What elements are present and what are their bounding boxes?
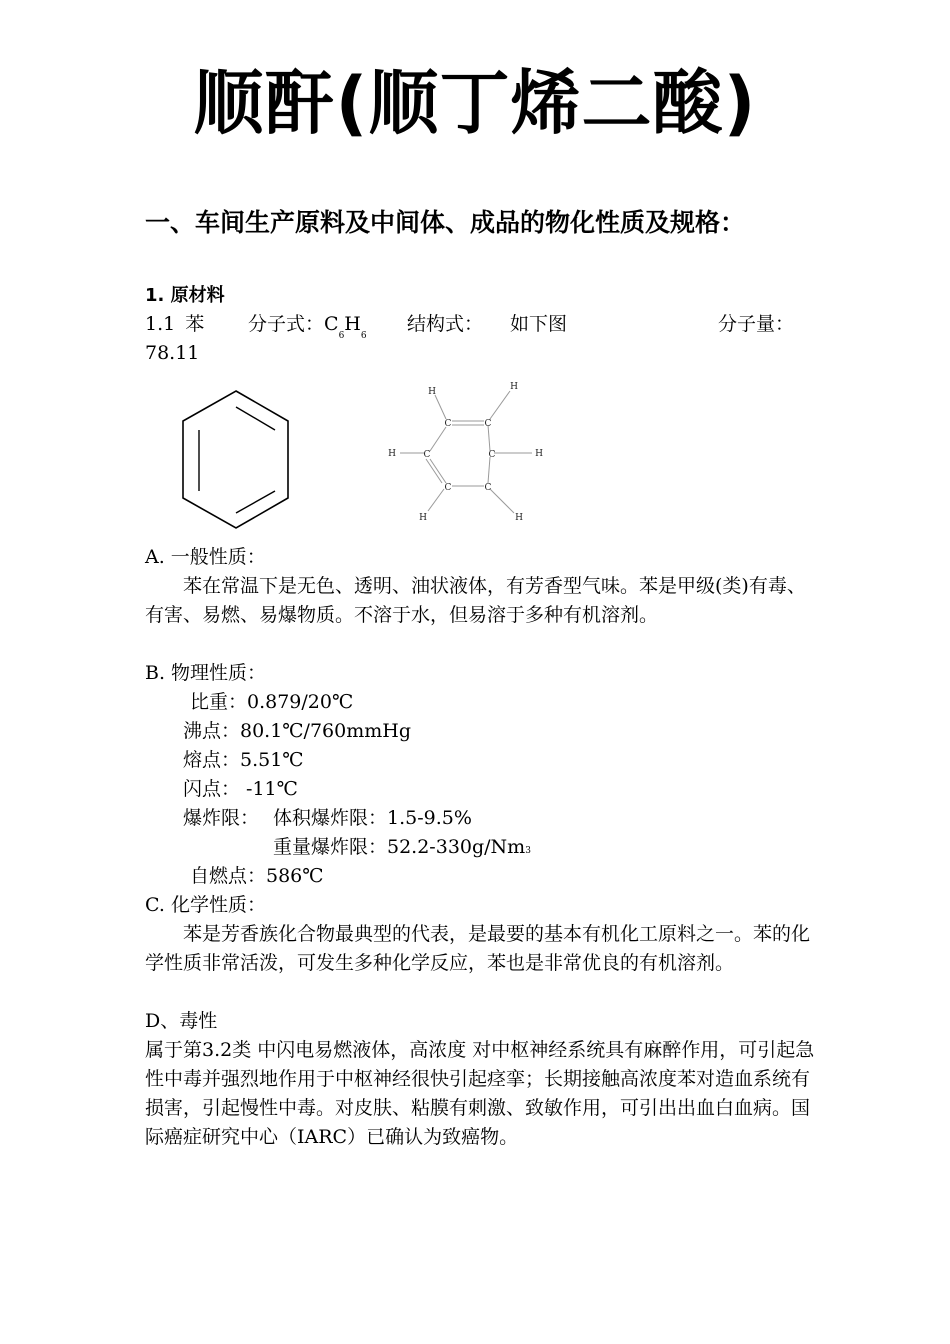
structure-label: 结构式： (407, 313, 484, 335)
hydrogen-atom: H (535, 449, 543, 459)
molecular-weight-label: 分子量： (718, 313, 795, 335)
hydrogen-atom: H (510, 382, 518, 392)
hydrogen-atom: H (515, 513, 523, 523)
general-properties-label: A. 一般性质： (145, 546, 266, 568)
carbon-atom: C (484, 483, 492, 493)
benzene-skeletal-structure (175, 385, 300, 540)
boiling-point: 沸点：80.1℃/760mmHg (183, 720, 411, 742)
item-number: 1.1 (145, 313, 176, 335)
toxicity-text: 属于第3.2类 中闪电易燃液体，高浓度 对中枢神经系统具有麻醉作用，可引起急性中毒并强烈地作用于中枢神经很快引起痉挛；长期接触高浓度苯对造血系统有损害，引起慢性中毒。对皮肤、粘膜有刺激、致敏作用，可引出出血白血病。国际癌症研究中心（IARC）已确认为致癌物。 (145, 1039, 815, 1148)
section-heading: 一、车间生产原料及中间体、成品的物化性质及规格： (145, 208, 746, 237)
physical-properties-label: B. 物理性质： (145, 662, 267, 684)
hydrogen-atom: H (419, 513, 427, 523)
structure-value: 如下图 (510, 313, 568, 335)
formula-hydrogen: H (344, 313, 361, 335)
specific-gravity: 比重：0.879/20℃ (190, 691, 354, 713)
general-properties-text: 苯在常温下是无色、透明、油状液体，有芳香型气味。苯是甲级(类)有毒、有害、易燃、易爆物质。不溶于水，但易溶于多种有机溶剂。 (145, 575, 806, 626)
document-title: 顺酐(顺丁烯二酸) (193, 62, 757, 144)
formula (248, 310, 367, 351)
explosion-limit-volume: 体积爆炸限：1.5-9.5% (273, 807, 472, 829)
benzene-structural-formula (380, 375, 550, 525)
carbon-atom: C (444, 419, 452, 429)
formula-carbon-subscript: 6 (338, 331, 345, 341)
molecular-weight-value: 78.11 (145, 342, 200, 364)
flash-point: 闪点： -11℃ (183, 778, 298, 800)
formula-carbon: C (324, 313, 339, 335)
chemical-properties-text: 苯是芳香族化合物最典型的代表，是最要的基本有机化工原料之一。苯的化学性质非常活泼，可发生多种化学反应，苯也是非常优良的有机溶剂。 (145, 923, 811, 974)
materials-heading-number: 1 (145, 285, 158, 306)
carbon-atom: C (444, 483, 452, 493)
melting-point: 熔点：5.51℃ (183, 749, 304, 771)
explosion-limit-weight-superscript: 3 (525, 846, 531, 856)
hydrogen-atom: H (428, 387, 436, 397)
item-name: 苯 (185, 313, 205, 335)
formula-label: 分子式： (248, 313, 325, 335)
chemical-properties-label: C. 化学性质： (145, 894, 266, 916)
carbon-atom: C (484, 419, 492, 429)
hydrogen-atom: H (388, 449, 396, 459)
carbon-atom: C (488, 450, 496, 460)
explosion-limit-weight-value: 重量爆炸限：52.2-330g/Nm (273, 836, 526, 858)
formula-hydrogen-subscript: 6 (360, 331, 367, 341)
toxicity-label: D、毒性 (145, 1010, 218, 1032)
carbon-atom: C (423, 450, 431, 460)
materials-heading-text: . 原材料 (157, 285, 225, 306)
explosion-limit-label: 爆炸限： (183, 807, 260, 829)
autoignition-point: 自燃点：586℃ (190, 865, 324, 887)
item-line (145, 310, 204, 339)
materials-heading (145, 283, 225, 309)
